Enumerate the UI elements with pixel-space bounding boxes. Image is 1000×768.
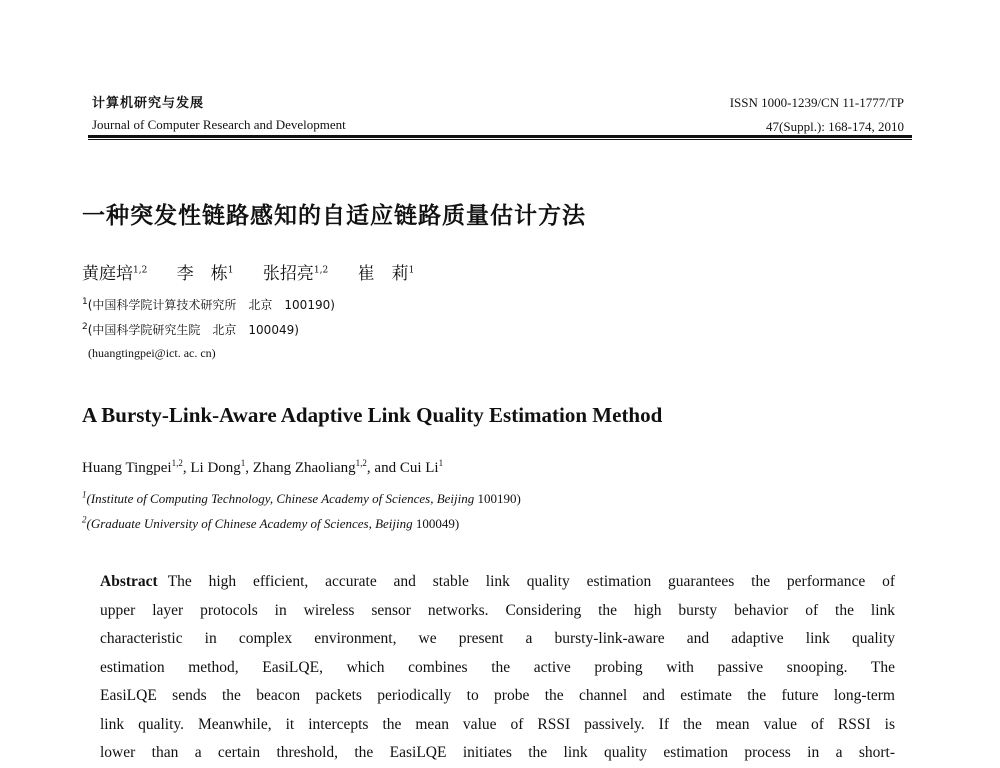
author-list-en: Huang Tingpei$^{1,2}$, Li Dong$^1$, Zhang Zhaoliang$^{1,2}$, and Cui Li$^1$ [82,458,444,476]
volume-info: 47(Suppl.): 168-174, 2010 [766,119,904,134]
journal-name-en: Journal of Computer Research and Development [92,117,346,132]
paper-title-cn: 一种突发性链路感知的自适应链路质量估计方法 [82,203,586,229]
abstract-line: link quality. Meanwhile, it intercepts the mean value of RSSI passively. If the mean value of RSSI is [100,715,895,733]
abstract-line: characteristic in complex environment, we present a bursty-link-aware and adaptive link quality [100,630,895,647]
author-en: Li Dong$^1$ [190,458,246,476]
abstract-line: EasiLQE sends the beacon packets periodically to probe the channel and estimate the future long-term [100,687,895,704]
author-cn: 张招亮$^{1,2}$ [262,264,329,284]
author-cn: 李 栋$^1$ [176,264,234,284]
abstract [100,568,895,768]
author-cn: 黄庭培$^{1,2}$ [82,264,148,284]
header-rule-thin [88,139,912,140]
paper-title-en: A Bursty-Link-Aware Adaptive Link Quality Estimation Method [82,403,663,427]
abstract-line: estimation method, EasiLQE, which combines the active probing with passive snooping. The [100,658,895,676]
author-en: Huang Tingpei$^{1,2}$ [82,458,183,476]
affiliation-en: $^1$(Institute of Computing Technology, Chinese Academy of Sciences, Beijing 100190) [82,489,521,506]
header-rule [88,135,912,138]
journal-name-cn: 计算机研究与发展 [92,96,205,111]
issn: ISSN 1000-1239/CN 11-1777/TP [729,95,904,110]
author-email: (huangtingpei@ict. ac. cn) [88,346,216,360]
author-list-cn [82,259,432,284]
abstract-line: Abstract The high efficient, accurate and stable link quality estimation guarantees the performance of [100,573,895,590]
affiliation-en: $^2$(Graduate University of Chinese Academy of Sciences, Beijing 100049) [82,514,460,531]
author-en: Zhang Zhaoliang$^{1,2}$ [252,458,367,476]
abstract-line: lower than a certain threshold, the EasiLQE initiates the link quality estimation process in a short- [100,744,895,761]
author-en: Cui Li$^1$ [399,458,444,476]
affiliation-cn: $^1$(中国科学院计算技术研究所 北京 100190) [82,297,335,312]
author-cn: 崔 莉$^1$ [357,264,415,284]
affiliation-cn: $^2$(中国科学院研究生院 北京 100049) [82,322,299,337]
abstract-label: Abstract [100,573,158,590]
abstract-line: upper layer protocols in wireless sensor networks. Considering the high bursty behavior of the link [100,601,895,619]
